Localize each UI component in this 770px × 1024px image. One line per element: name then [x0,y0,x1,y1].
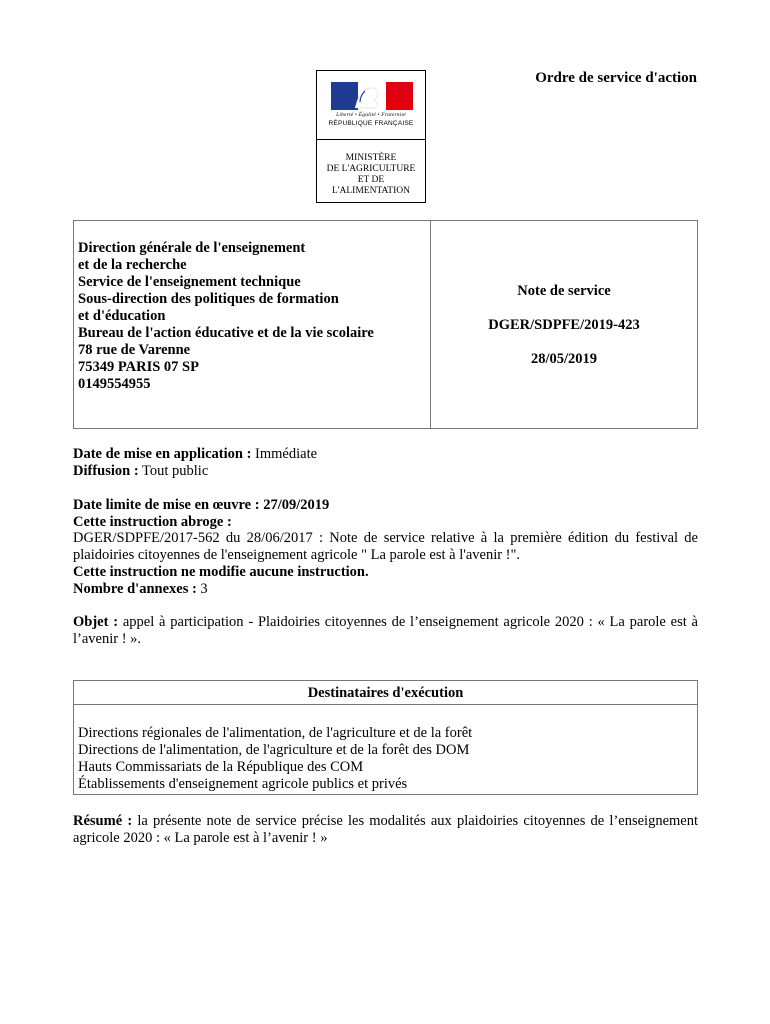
annexes-value: 3 [196,581,208,597]
ministry-line: ET DE [357,175,385,185]
recipient-item: Directions régionales de l'alimentation, de l'agriculture et de la forêt [78,725,473,741]
issuer-line: et d'éducation [78,308,166,324]
issuer-line: Service de l'enseignement technique [78,274,301,290]
note-title: Note de service [517,283,611,299]
no-modify-notice: Cette instruction ne modifie aucune instruction. [73,564,369,580]
recipients-title: Destinataires d'exécution [74,681,697,705]
logo-divider [317,139,425,140]
ministry-line: MINISTÈRE [345,153,397,163]
diffusion [73,463,208,480]
marianne-flag-logo [331,82,413,110]
resume-text: la présente note de service précise les modalités aux plaidoiries citoyennes de l’enseignement agricole 2020 : « La parole est à l’avenir ! » [73,813,699,846]
objet-label: Objet : [73,614,119,630]
resume [73,813,698,847]
diffusion-value: Tout public [138,463,209,479]
recipients-table [73,680,698,795]
issuer-address [78,240,374,393]
ministry-line: L'ALIMENTATION [332,186,410,196]
issuer-line: 78 rue de Varenne [78,342,191,358]
recipient-item: Hauts Commissariats de la République des COM [78,759,364,775]
note-reference: DGER/SDPFE/2019-423 [488,317,640,333]
abroge-text: DGER/SDPFE/2017-562 du 28/06/2017 : Note de service relative à la première édition du festival de plaidoiries citoyennes de l'enseignement agricole " La parole est à l'avenir !". [73,530,698,563]
info-table [73,220,698,429]
annexes-label: Nombre d'annexes : [73,581,197,597]
republic-name: RÉPUBLIQUE FRANÇAISE [328,120,414,127]
issuer-line: Bureau de l'action éducative et de la vie scolaire [78,325,374,341]
application-value: Immédiate [251,446,318,462]
objet-text: appel à participation - Plaidoiries citoyennes de l’enseignement agricole 2020 : « La parole est à l’avenir ! ». [73,614,698,647]
issuer-line: Sous-direction des politiques de formation [78,291,339,307]
recipients-list [78,725,472,793]
application-label: Date de mise en application : [73,446,252,462]
ministry-line: DE L'AGRICULTURE [326,164,416,174]
resume-label: Résumé : [73,813,133,829]
document-type: Ordre de service d'action [535,70,697,86]
republic-motto: Liberté • Égalité • Fraternité [336,112,406,118]
issuer-line: 0149554955 [78,376,151,392]
objet [73,614,698,648]
application-date [73,446,317,463]
note-date: 28/05/2019 [530,351,598,367]
ministry-name [317,153,425,197]
republic-logo-block [316,70,426,203]
annexes-count [73,581,208,598]
note-column [431,283,697,385]
issuer-line: Direction générale de l'enseignement [78,240,306,256]
issuer-line: 75349 PARIS 07 SP [78,359,199,375]
issuer-line: et de la recherche [78,257,187,273]
recipient-item: Établissements d'enseignement agricole publics et privés [78,776,408,792]
diffusion-label: Diffusion : [73,463,139,479]
deadline: Date limite de mise en œuvre : 27/09/2019 [73,497,330,513]
recipient-item: Directions de l'alimentation, de l'agriculture et de la forêt des DOM [78,742,470,758]
abroge-label: Cette instruction abroge : [73,514,232,530]
